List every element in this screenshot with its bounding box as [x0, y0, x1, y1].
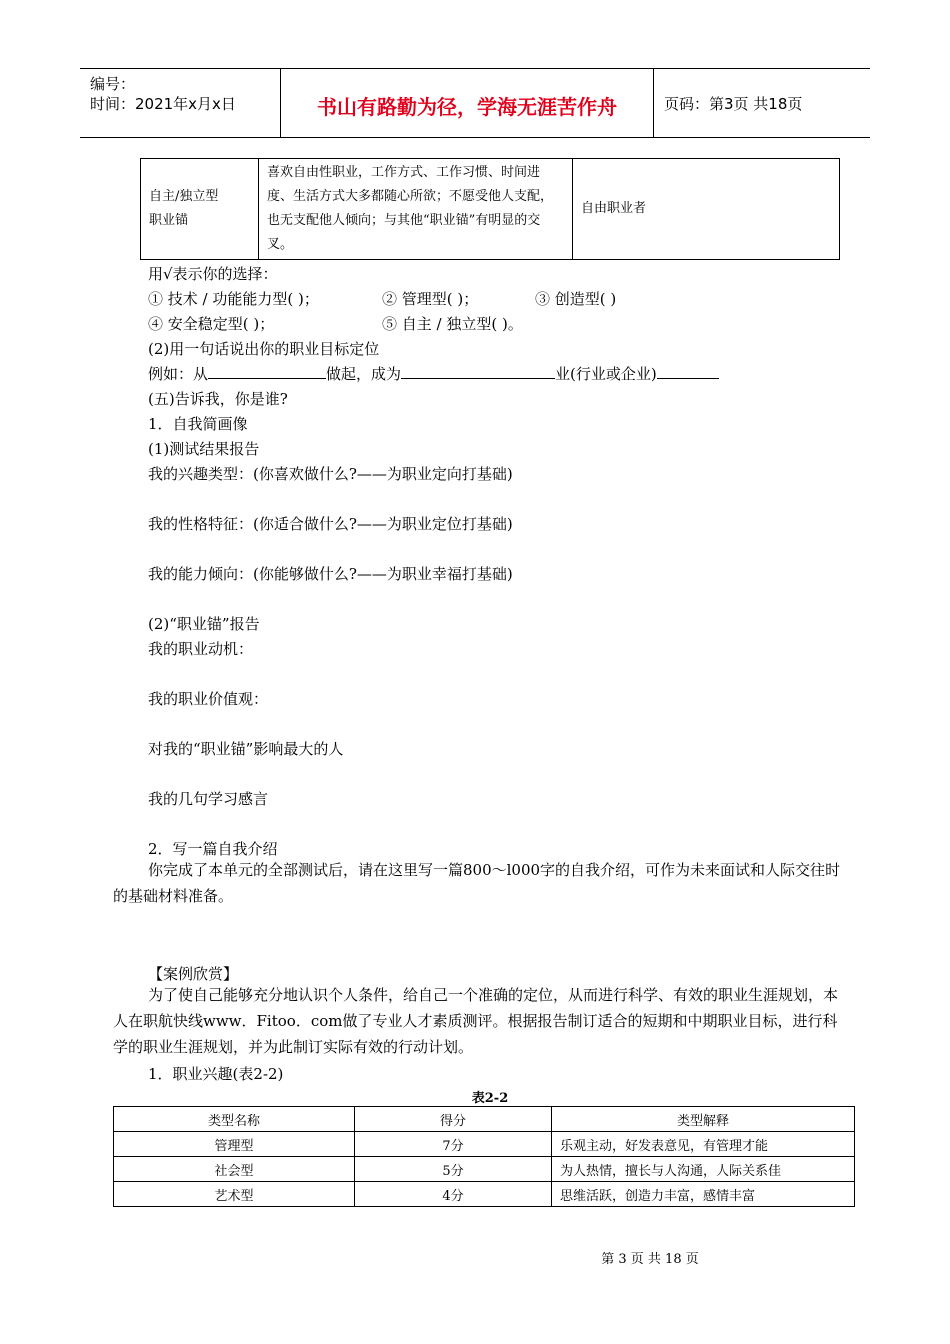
column-header: 类型解释	[552, 1107, 855, 1132]
option-technical: ① 技术 / 功能能力型( )；	[148, 290, 319, 308]
ability-prompt: 我的能力倾向：(你能够做什么?——为职业幸福打基础)	[148, 565, 513, 583]
example-part-b: 做起，成为	[326, 365, 402, 383]
table-row	[114, 1132, 855, 1157]
table-cell: 乐观主动，好发表意见，有管理才能	[552, 1132, 855, 1157]
table-cell: 社会型	[114, 1157, 355, 1182]
option-management: ② 管理型( )；	[382, 290, 479, 308]
column-header: 得分	[355, 1107, 552, 1132]
table-row	[114, 1182, 855, 1207]
table-cell: 思维活跃，创造力丰富，感情丰富	[552, 1182, 855, 1207]
table-caption: 表2-2	[471, 1091, 509, 1106]
page-header	[80, 68, 870, 138]
section-heading: (五)告诉我，你是谁?	[148, 390, 288, 408]
question-career-goal: (2)用一句话说出你的职业目标定位	[148, 340, 380, 358]
table-cell: 7分	[355, 1132, 552, 1157]
example-part-a: 例如：从	[148, 365, 209, 383]
subsection-heading: (2)“职业锚”报告	[148, 615, 260, 633]
case-title: 【案例欣赏】	[148, 965, 239, 983]
subsection-heading: 1．职业兴趣(表2-2)	[148, 1065, 284, 1083]
table-row	[114, 1157, 855, 1182]
interest-prompt: 我的兴趣类型：(你喜欢做什么?——为职业定向打基础)	[148, 465, 513, 483]
table-cell: 管理型	[114, 1132, 355, 1157]
page-footer: 第 3 页 共 18 页	[601, 1252, 699, 1267]
option-creative: ③ 创造型( )	[535, 290, 617, 308]
anchor-type-cell: 自主/独立型 职业锚	[141, 159, 259, 260]
self-intro-paragraph: 你完成了本单元的全部测试后，请在这里写一篇800～l000字的自我介绍，可作为未来面试和人际交往时的基础材料准备。	[113, 861, 841, 905]
document-number-label: 编号：	[90, 75, 136, 93]
option-autonomy: ⑤ 自主 / 独立型( )。	[382, 315, 523, 333]
subsection-heading: 2．写一篇自我介绍	[148, 840, 278, 858]
header-page-number: 页码：第3页 共18页	[664, 95, 803, 113]
subsection-heading: (1)测试结果报告	[148, 440, 260, 458]
reflection-prompt: 我的几句学习感言	[148, 790, 269, 808]
career-anchor-table	[140, 158, 840, 260]
table-cell: 4分	[355, 1182, 552, 1207]
subsection-heading: 1．自我简画像	[148, 415, 248, 433]
example-line	[148, 363, 719, 384]
document-time-label: 时间：2021年x月x日	[90, 95, 236, 113]
table-cell: 为人热情，擅长与人沟通，人际关系佳	[552, 1157, 855, 1182]
table-header-row	[114, 1107, 855, 1132]
influencer-prompt: 对我的“职业锚”影响最大的人	[148, 740, 344, 758]
values-prompt: 我的职业价值观：	[148, 690, 269, 708]
table-cell: 5分	[355, 1157, 552, 1182]
option-security: ④ 安全稳定型( )；	[148, 315, 275, 333]
motive-prompt: 我的职业动机：	[148, 640, 254, 658]
blank-line	[401, 364, 555, 379]
column-header: 类型名称	[114, 1107, 355, 1132]
anchor-occupation-cell: 自由职业者	[573, 159, 840, 260]
header-motto-cell	[281, 69, 654, 137]
character-prompt: 我的性格特征：(你适合做什么?——为职业定位打基础)	[148, 515, 513, 533]
case-paragraph: 为了使自己能够充分地认识个人条件，给自己一个准确的定位，从而进行科学、有效的职业生涯规划，本人在职航快线www．Fitoo．com做了专业人才素质测评。根据报告制订适合的短期和中期职业目标，进行科学的职业生涯规划，并为此制订实际有效的行动计划。	[113, 986, 839, 1056]
career-interest-table	[113, 1106, 855, 1207]
header-page-cell	[654, 69, 870, 137]
choose-prompt: 用√表示你的选择：	[148, 265, 278, 283]
table-row	[141, 159, 840, 260]
header-meta-cell	[80, 69, 281, 137]
table-cell: 艺术型	[114, 1182, 355, 1207]
blank-line	[657, 364, 719, 379]
header-motto: 书山有路勤为径，学海无涯苦作舟	[317, 95, 617, 119]
blank-line	[208, 364, 326, 379]
example-part-c: 业(行业或企业)	[555, 365, 657, 383]
anchor-description-cell: 喜欢自由性职业，工作方式、工作习惯、时间进度、生活方式大多都随心所欲；不愿受他人支配，也无支配他人倾向；与其他“职业锚”有明显的交叉。	[259, 159, 573, 260]
